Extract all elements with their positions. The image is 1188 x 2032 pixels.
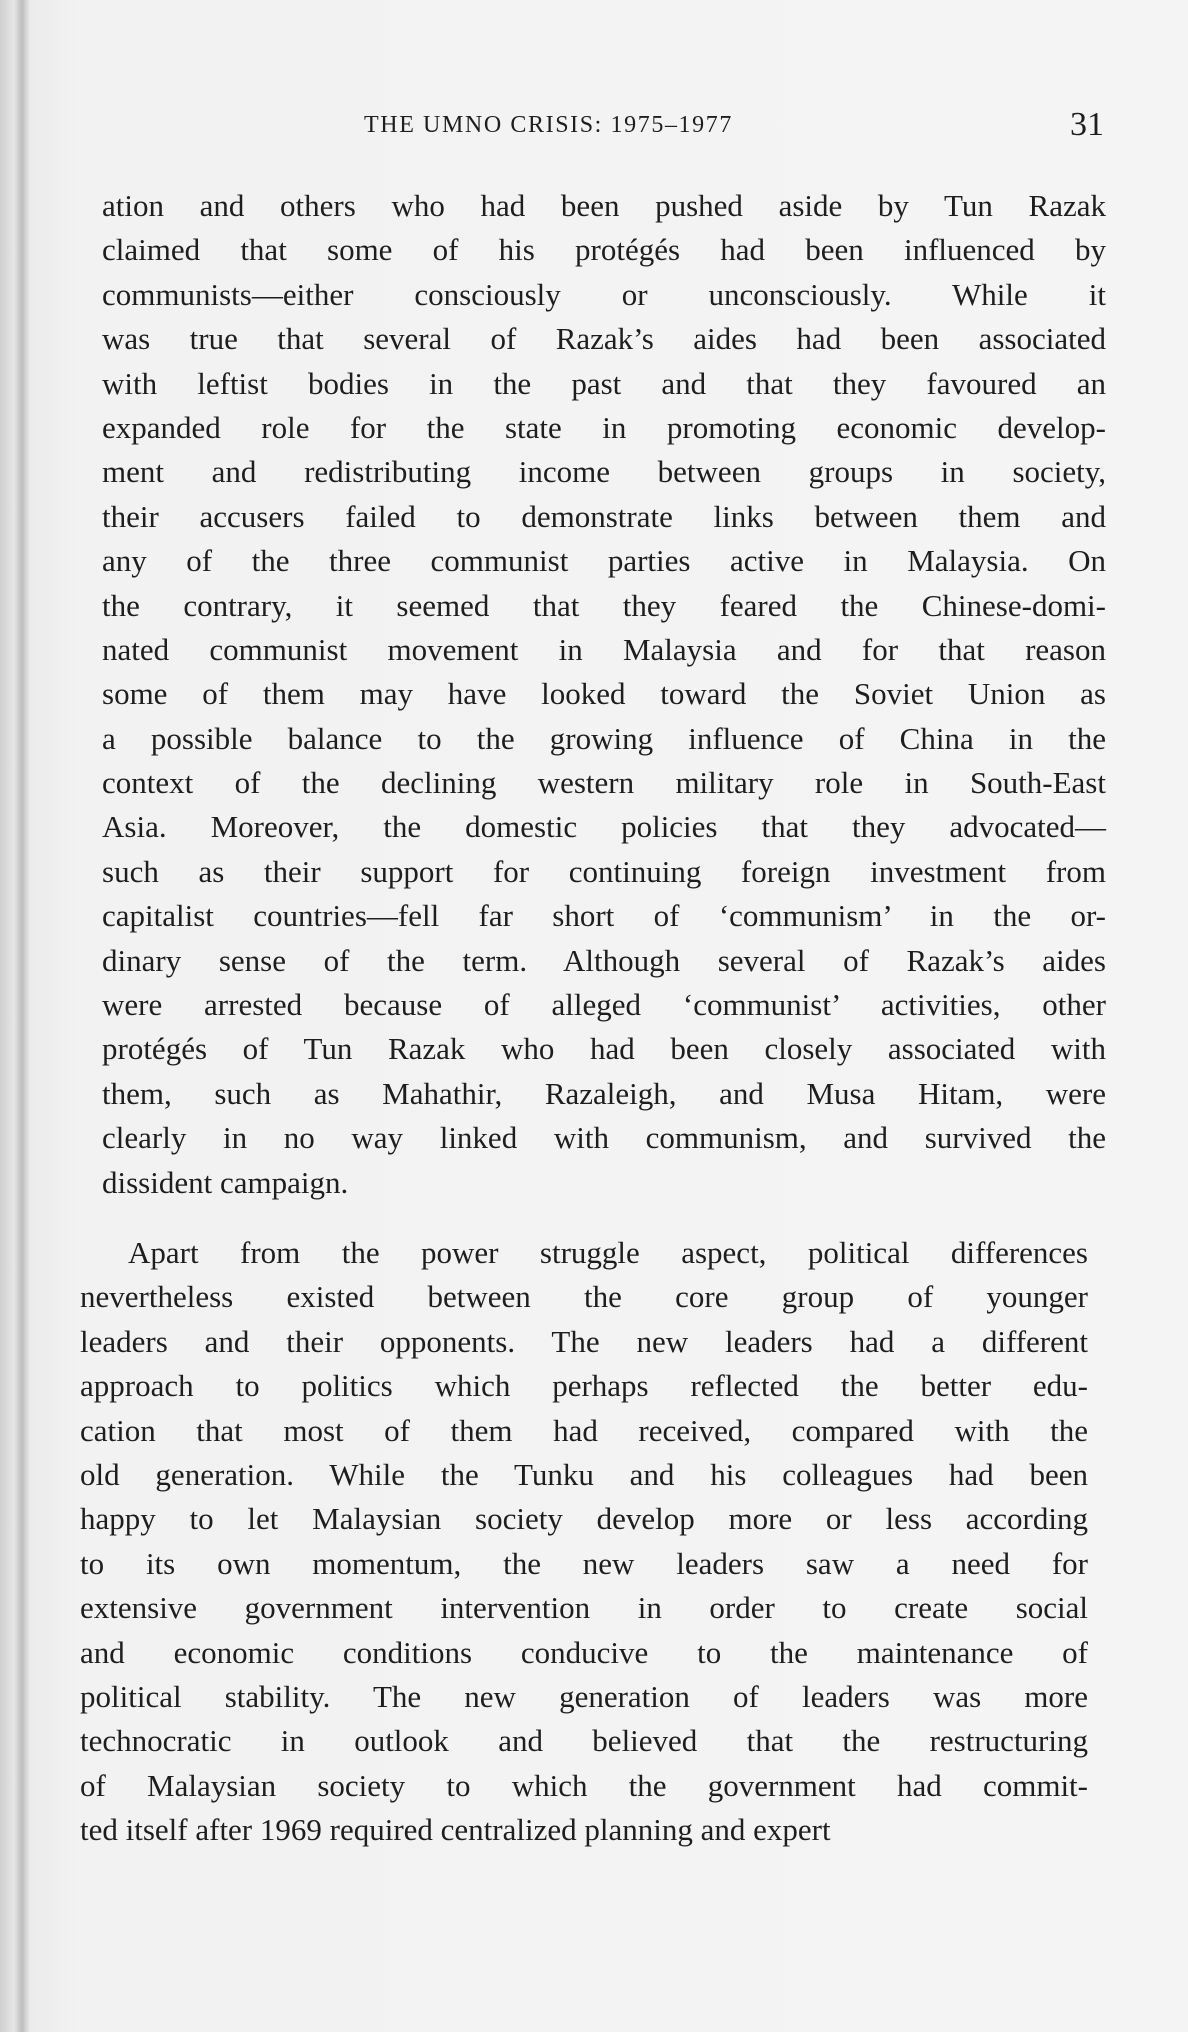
text-line: any of the three communist parties active in Malaysia. On (102, 543, 1106, 579)
text-line: dinary sense of the term. Although several of Razak’s aides (102, 942, 1106, 978)
text-line: approach to politics which perhaps reflected the better edu- (80, 1368, 1088, 1404)
text-line: technocratic in outlook and believed that the restructuring (80, 1723, 1088, 1759)
text-line: cation that most of them had received, compared with the (80, 1412, 1088, 1448)
text-line: ation and others who had been pushed aside by Tun Razak (102, 188, 1106, 223)
text-line: and economic conditions conducive to the maintenance of (80, 1634, 1088, 1670)
text-line: nated communist movement in Malaysia and for that reason (102, 631, 1106, 667)
text-line: Asia. Moreover, the domestic policies that they advocated— (102, 809, 1106, 845)
text-line: leaders and their opponents. The new leaders had a different (80, 1323, 1088, 1359)
text-line: them, such as Mahathir, Razaleigh, and Musa Hitam, were (102, 1075, 1106, 1111)
text-line: ted itself after 1969 required centralized planning and expert (80, 1812, 831, 1848)
text-line: was true that several of Razak’s aides had been associated (102, 321, 1106, 357)
text-line: their accusers failed to demonstrate links between them and (102, 498, 1106, 534)
text-line: Apart from the power struggle aspect, political differences (128, 1235, 1088, 1270)
text-line: with leftist bodies in the past and that they favoured an (102, 365, 1106, 401)
page-number: 31 (1070, 106, 1104, 143)
text-line: communists—either consciously or unconsciously. While it (102, 276, 1106, 312)
text-line: extensive government intervention in order to create social (80, 1590, 1088, 1626)
text-line: expanded role for the state in promoting economic develop- (102, 409, 1106, 445)
paragraph-1 (102, 184, 1106, 1205)
text-line: such as their support for continuing foreign investment from (102, 853, 1106, 889)
text-line: happy to let Malaysian society develop more or less according (80, 1501, 1088, 1537)
text-line: a possible balance to the growing influence of China in the (102, 720, 1106, 756)
text-line: capitalist countries—fell far short of ‘communism’ in the or- (102, 898, 1106, 934)
text-line: old generation. While the Tunku and his colleagues had been (80, 1456, 1088, 1492)
text-line: ment and redistributing income between groups in society, (102, 454, 1106, 490)
text-line: the contrary, it seemed that they feared the Chinese-domi- (102, 587, 1106, 623)
text-line: were arrested because of alleged ‘communist’ activities, other (102, 987, 1106, 1023)
text-line: to its own momentum, the new leaders saw a need for (80, 1545, 1088, 1581)
text-line: some of them may have looked toward the Soviet Union as (102, 676, 1106, 712)
text-line: clearly in no way linked with communism, and survived the (102, 1120, 1106, 1156)
paragraph-2 (80, 1231, 1088, 1852)
text-line: context of the declining western military role in South-East (102, 765, 1106, 801)
text-line: dissident campaign. (102, 1164, 349, 1200)
text-line: nevertheless existed between the core group of younger (80, 1279, 1088, 1315)
text-line: claimed that some of his protégés had been influenced by (102, 232, 1106, 268)
text-line: political stability. The new generation of leaders was more (80, 1678, 1088, 1714)
text-line: of Malaysian society to which the government had commit- (80, 1767, 1088, 1803)
running-header: THE UMNO CRISIS: 1975–1977 (364, 112, 733, 138)
text-line: protégés of Tun Razak who had been closely associated with (102, 1031, 1106, 1067)
